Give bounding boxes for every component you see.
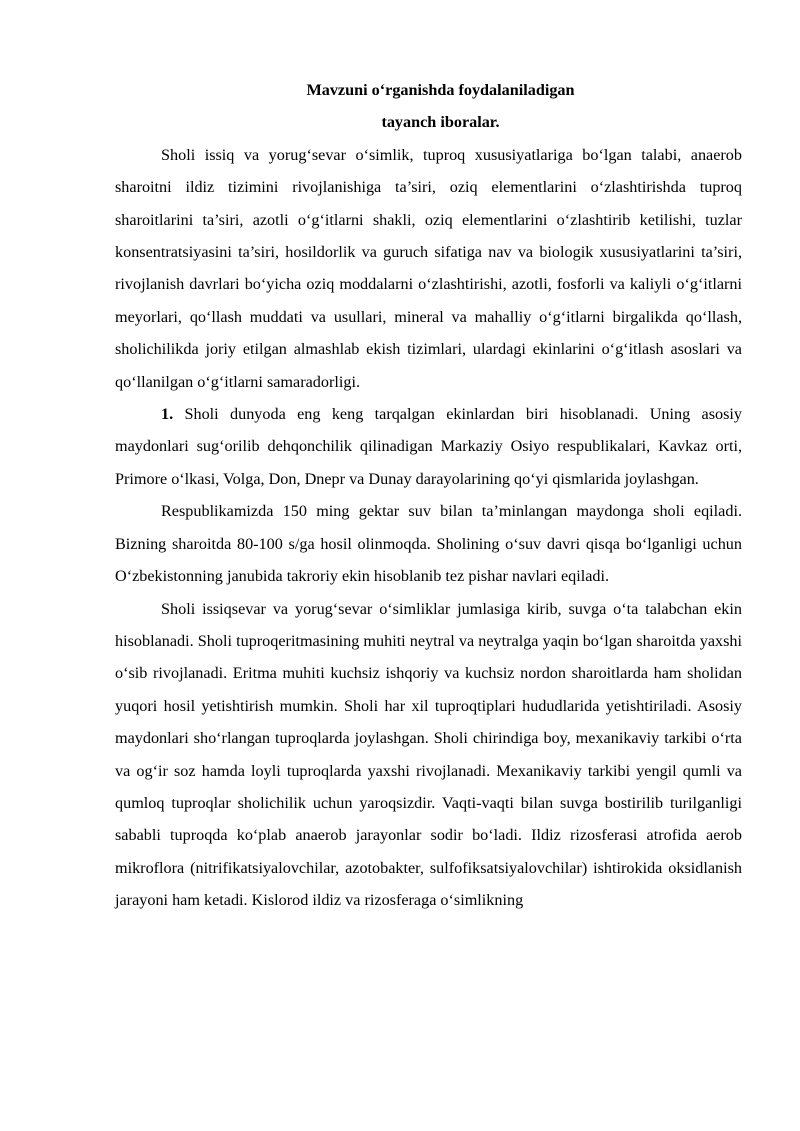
paragraph-3 [115,495,742,592]
document-title-line-2: tayanch iboralar. [381,113,500,132]
paragraph-4 [115,593,742,917]
paragraph-1 [115,398,742,495]
paragraph-number: 1. [161,405,174,424]
paragraph-text: Sholi issiqsevar va yorug‘sevar o‘simliklar jumlasiga kirib, suvga o‘ta talabchan ekin hisoblanadi. Sholi tuproqeritmasining muhiti neytral va neytralga yaqin bo‘lgan sharoitda yaxshi o‘sib rivojlanadi. Eritma muhiti kuchsiz ishqoriy va kuchsiz nordon sharoitlarda ham sholidan yuqori hosil yetishtirish mumkin. Sholi har xil tuproqtiplari hududlarida yetishtiriladi. Asosiy maydonlari sho‘rlangan tuproqlarda joylashgan. Sholi chirindiga boy, mexanikaviy tarkibi o‘rta va og‘ir soz hamda loyli tuproqlarda yaxshi rivojlanadi. Mexanikaviy tarkibi yengil qumli va qumloq tuproqlar sholichilik uchun yaroqsizdir. Vaqti-vaqti bilan suvga bostirilib turilganligi sababli tuproqda ko‘plab anaerob jarayonlar sodir bo‘ladi. Ildiz rizosferasi atrofida aerob mikroflora (nitrifikatsiyalovchilar, azotobakter, sulfofiksatsiyalovchilar) ishtirokida oksidlanish jarayoni ham ketadi. Kislorod ildiz va rizosferaga o‘simlikning [115,599,742,910]
document-title-line-1: Mavzuni o‘rganishda foydalaniladigan [306,81,575,99]
paragraph-text: Sholi issiq va yorug‘sevar o‘simlik, tuproq xususiyatlariga bo‘lgan talabi, anaerob sharoitni ildiz tizimini rivojlanishiga ta’siri, oziq elementlarini o‘zlashtirishda tuproq sharoitlarini ta’siri, azotli o‘g‘itlarni shakli, oziq elementlarini o‘zlashtirib ketilishi, tuzlar konsentratsiyasini ta’siri, hosildorlik va guruch sifatiga nav va biologik xususiyatlarini ta’siri, rivojlanish davrlari bo‘yicha oziq moddalarni o‘zlashtirishi, azotli, fosforli va kaliyli o‘g‘itlarni meyorlari, qo‘llash muddati va usullari, mineral va mahalliy o‘g‘itlarni birgalikda qo‘llash, sholichilikda joriy etilgan almashlab ekish tizimlari, ulardagi ekinlarini o‘g‘itlash asoslari va qo‘llanilgan o‘g‘itlarni samaradorligi. [115,145,742,391]
paragraph-text: Sholi dunyoda eng keng tarqalgan ekinlardan biri hisoblanadi. Uning asosiy maydonlari sug‘orilib dehqonchilik qilinadigan Markaziy Osiyo respublikalari, Kavkaz orti, Primore o‘lkasi, Volga, Don, Dnepr va Dunay darayolarining qo‘yi qismlarida joylashgan. [115,405,742,488]
paragraph-key-terms [115,139,742,398]
document-body [115,74,742,917]
paragraph-text: Respublikamizda 150 ming gektar suv bilan ta’minlangan maydonga sholi eqiladi. Bizning sharoitda 80-100 s/ga hosil olinmoqda. Sholining o‘suv davri qisqa bo‘lganligi uchun O‘zbekistonning janubida takroriy ekin hisoblanib tez pishar navlari eqiladi. [115,502,742,586]
